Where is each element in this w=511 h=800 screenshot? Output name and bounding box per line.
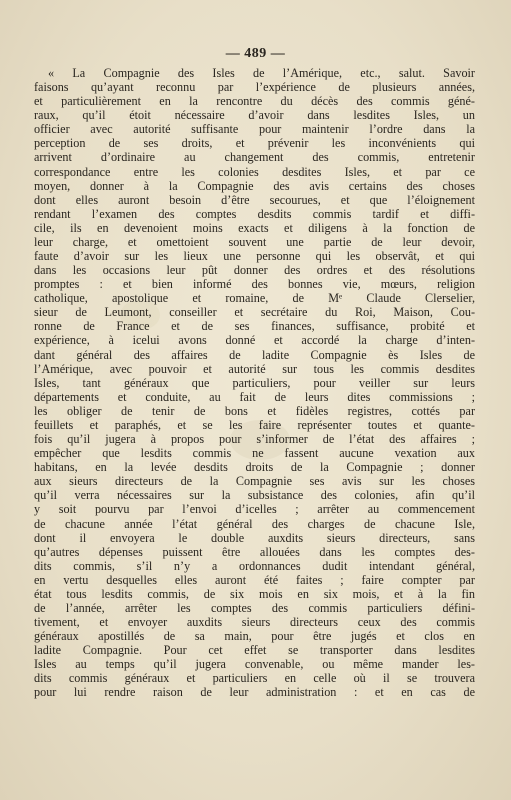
- text-line: arrivent d’ordinaire au changement des commis, entretenir: [34, 150, 475, 165]
- text-line: raux, qu’il étoit nécessaire d’avoir dans lesdites Isles, un: [34, 108, 475, 123]
- text-line: expérience, à icelui avons donné et accordé la charge d’inten-: [34, 333, 475, 348]
- text-line: officier avec autorité suffisante pour maintenir l’ordre dans la: [34, 122, 475, 137]
- text-line: moyen, donner à la Compagnie des avis certains des choses: [34, 178, 475, 193]
- text-line: y soit pourvu par l’envoi d’icelles ; arrêter au commencement: [34, 502, 475, 517]
- text-line: faisons qu’ayant reconnu par l’expérience de plusieurs années,: [34, 80, 475, 95]
- text-line: rendant l’examen des comptes desdits commis tardif et diffi-: [34, 206, 475, 221]
- text-line: ladite Compagnie. Pour cet effet se transporter dans lesdites: [34, 643, 475, 658]
- text-line: les obliger de tenir de bons et fidèles registres, cottés par: [34, 403, 475, 418]
- text-line: catholique, apostolique et romaine, de Mᵉ Claude Clerselier,: [34, 291, 475, 306]
- text-line: dans les occasions leur pût donner des ordres et des résolutions: [34, 263, 475, 278]
- text-line: dant général des affaires de ladite Compagnie ès Isles de: [34, 347, 475, 362]
- text-line: départements et conduite, au fait de leurs dites commissions ;: [34, 389, 475, 404]
- text-line: tivement, et envoyer auxdits sieurs directeurs ceux des commis: [34, 615, 475, 630]
- text-line: dont il envoyera le double auxdits sieurs directeurs, sans: [34, 530, 475, 545]
- text-line: dont elles auront besoin d’être secourues, et que l’éloignement: [34, 192, 475, 207]
- text-line: l’Amérique, avec pouvoir et autorité sur tous les commis desdites: [34, 361, 475, 376]
- text-line: généraux apostillés de sa main, pour être jugés et clos en: [34, 629, 475, 644]
- text-line: perception de ses droits, et prévenir les inconvénients qui: [34, 136, 475, 151]
- text-line: en vertu desquelles elles auront été faites ; faire compter par: [34, 572, 475, 587]
- text-line: promptes : et bien informé des bonnes vie, mœurs, religion: [34, 277, 475, 292]
- text-line: « La Compagnie des Isles de l’Amérique, etc., salut. Savoir: [48, 66, 475, 80]
- text-line: pour lui rendre raison de leur administration : et en cas de: [34, 685, 475, 700]
- page-number: — 489 —: [225, 46, 286, 61]
- text-line: sieur de Leumont, conseiller et secrétaire du Roi, Maison, Cou-: [34, 305, 475, 320]
- text-line: aux sieurs directeurs de la Compagnie ses avis sur les choses: [34, 474, 475, 489]
- text-line: dits commis, s’il n’y a ordonnances dudit intendant général,: [34, 558, 475, 573]
- text-line: état tous lesdits commis, de six mois en six mois, et à la fin: [34, 586, 475, 601]
- text-line: et particulièrement en la rencontre du décès des commis géné-: [34, 94, 475, 109]
- text-line: ronne de France et de ses finances, suffisance, probité et: [34, 319, 475, 334]
- text-line: habitans, en la levée desdits droits de la Compagnie ; donner: [34, 460, 475, 475]
- text-line: correspondance entre les colonies desdites Isles, et par ce: [34, 164, 475, 179]
- body-text: [34, 66, 475, 700]
- text-line: feuillets et paraphés, et se les faire représenter toutes et quante-: [34, 417, 475, 432]
- text-line: fois qu’il jugera à propos pour s’informer de l’état des affaires ;: [34, 432, 475, 447]
- text-line: cile, ils en devenoient moins exacts et diligens à la fonction de: [34, 220, 475, 235]
- text-line: leur charge, et omettoient souvent une partie de leur devoir,: [34, 234, 475, 249]
- text-line: qu’autres dépenses puissent être allouées dans les comptes des-: [34, 544, 475, 559]
- text-line: de chacune année l’état général des charges de chacune Isle,: [34, 516, 475, 531]
- text-line: de l’année, arrêter les comptes des commis particuliers défini-: [34, 600, 475, 615]
- text-line: empêcher que lesdits commis ne fassent aucune vexation aux: [34, 446, 475, 461]
- text-line: Isles au temps qu’il jugera convenable, ou même mander les-: [34, 657, 475, 672]
- text-line: Isles, tant généraux que particuliers, pour veiller sur leurs: [34, 375, 475, 390]
- text-line: faute d’avoir sur les lieux une personne qui les observât, et qui: [34, 249, 475, 264]
- text-line: dits commis généraux et particuliers en celle où il se trouvera: [34, 671, 475, 686]
- text-line: qu’il verra nécessaires sur la subsistance des colonies, afin qu’il: [34, 488, 475, 503]
